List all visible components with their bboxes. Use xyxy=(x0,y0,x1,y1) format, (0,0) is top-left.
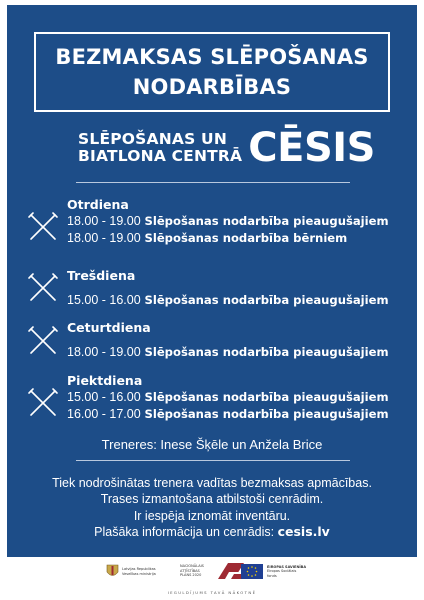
session-row xyxy=(67,406,389,423)
info-line xyxy=(7,524,417,540)
eu-text xyxy=(267,565,315,579)
info-line: Tiek nodrošinātas trenera vadītas bezmaksas apmācības. xyxy=(52,476,372,490)
title-line-1: BEZMAKSAS SLĒPOŠANAS xyxy=(55,45,369,69)
nap-line: NACIONĀLAIS xyxy=(180,564,204,569)
session-activity: Slēpošanas nodarbība pieaugušajiem xyxy=(144,293,389,307)
session-time: 15.00 - 16.00 xyxy=(67,390,141,404)
coat-of-arms-icon xyxy=(106,564,119,579)
crossed-skis-icon xyxy=(27,325,59,357)
title-box xyxy=(34,32,390,112)
divider-top xyxy=(76,182,350,183)
session-activity: Slēpošanas nodarbība pieaugušajiem xyxy=(144,214,389,228)
eu-logo xyxy=(241,564,315,579)
poster xyxy=(7,5,417,557)
session-row xyxy=(67,344,389,361)
day-name: Piektdiena xyxy=(67,373,143,388)
crossed-skis-icon xyxy=(27,272,59,304)
session-activity: Slēpošanas nodarbība pieaugušajiem xyxy=(144,345,389,359)
day-name: Trešdiena xyxy=(67,268,136,283)
session-activity: Slēpošanas nodarbība bērniem xyxy=(144,231,348,245)
eu-line: Eiropas Sociālais xyxy=(267,569,297,574)
info-block xyxy=(7,475,417,540)
session-time: 15.00 - 16.00 xyxy=(67,293,141,307)
session-activity: Slēpošanas nodarbība pieaugušajiem xyxy=(144,407,389,421)
info-line: Trases izmantošana atbilstoši cenrādim. xyxy=(100,492,324,507)
session-row xyxy=(67,213,389,230)
ministry-name: Latvijas Republikas Veselības ministrija xyxy=(122,567,156,576)
day-block-friday xyxy=(67,372,389,423)
venue-heading xyxy=(78,126,375,170)
session-time: 18.00 - 19.00 xyxy=(67,214,141,228)
eu-line: fonds xyxy=(267,573,277,578)
day-name: Ceturtdiena xyxy=(67,320,151,335)
website-link[interactable]: cesis.lv xyxy=(277,523,330,539)
session-time: 16.00 - 17.00 xyxy=(67,407,141,421)
day-name: Otrdiena xyxy=(67,197,129,212)
ministry-logo xyxy=(106,564,170,579)
session-time: 18.00 - 19.00 xyxy=(67,345,141,359)
nap-logo xyxy=(180,563,244,579)
session-row xyxy=(67,389,389,406)
session-activity: Slēpošanas nodarbība pieaugušajiem xyxy=(144,390,389,404)
venue-line-2: BIATLONA CENTRĀ xyxy=(78,147,243,165)
footer-slogan: IEGULDĪJUMS TAVĀ NĀKOTNĒ xyxy=(167,590,257,595)
venue-name xyxy=(78,131,242,165)
session-row xyxy=(67,292,389,309)
eu-line: EIROPAS SAVIENĪBA xyxy=(267,564,307,569)
crossed-skis-icon xyxy=(27,387,59,419)
session-row xyxy=(67,230,389,247)
session-time: 18.00 - 19.00 xyxy=(67,231,141,245)
nap-line: ATTĪSTĪBAS xyxy=(180,568,200,573)
nap-line: PLĀNS 2020 xyxy=(180,573,202,578)
info-line: Ir iespēja iznomāt inventāru. xyxy=(133,508,291,523)
day-block-tuesday xyxy=(67,196,389,247)
info-line-prefix: Plašāka informācija un cenrādis: xyxy=(94,524,278,539)
nap-text xyxy=(180,564,218,578)
divider-bottom xyxy=(76,460,350,461)
trainers-text: Treneres: Inese Šķēle un Anžela Brice xyxy=(101,437,323,452)
eu-flag-icon xyxy=(241,564,263,579)
day-block-wednesday xyxy=(67,267,389,309)
venue-city: CĒSIS xyxy=(248,125,375,171)
title-line-2: NODARBĪBAS xyxy=(132,75,292,99)
day-block-thursday xyxy=(67,319,389,361)
crossed-skis-icon xyxy=(27,211,59,243)
venue-line-1: SLĒPOŠANAS UN xyxy=(78,130,228,148)
